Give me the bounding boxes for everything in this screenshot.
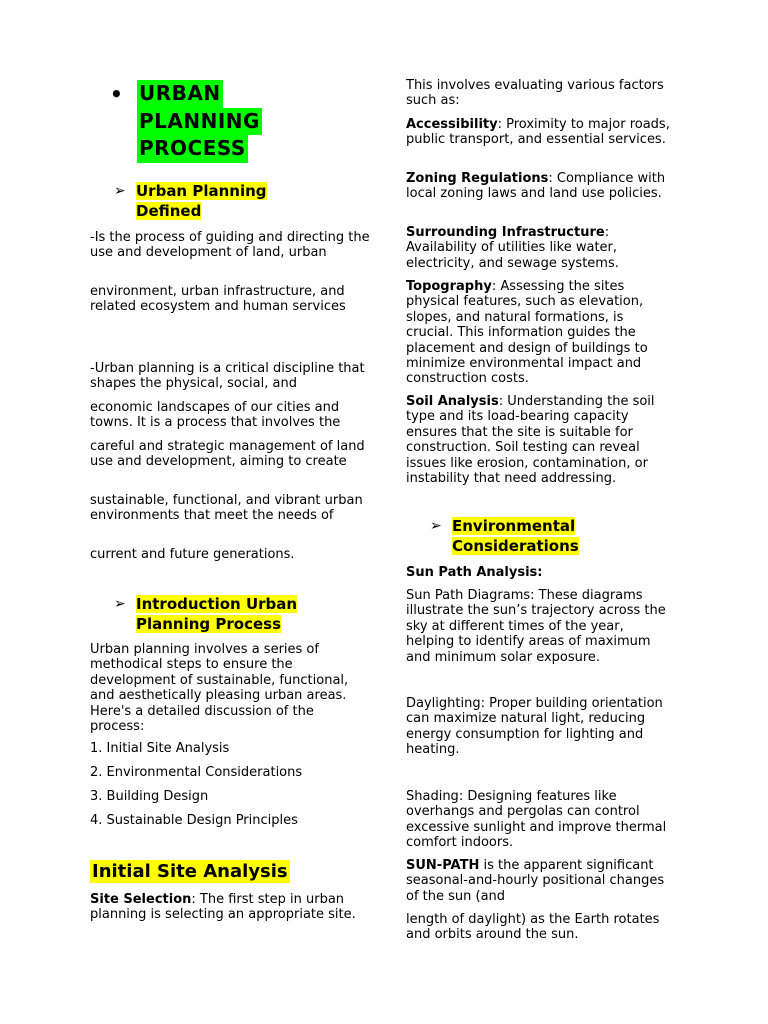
title-line-1: URBAN — [137, 80, 223, 108]
paragraph: careful and strategic management of land use and development, aiming to create — [90, 439, 365, 470]
paragraph-daylighting: Daylighting: Proper building orientation can maximize natural light, reducing energy consumption for lighting and heating. — [406, 696, 663, 758]
paragraph-shading: Shading: Designing features like overhangs and pergolas can control excessive sunlight and improve thermal comfort indoors. — [406, 789, 667, 851]
paragraph-topography: Topography: Assessing the sites physical features, such as elevation, slopes, and natural formations, is crucial. This information guides the placement and design of buildings to minimize environmental impact and construction costs. — [406, 279, 648, 387]
subheading-urban-planning-defined: ➢ Urban Planning Defined — [114, 182, 267, 220]
title-line-3: PROCESS — [137, 135, 248, 163]
list-item: 1. Initial Site Analysis — [90, 741, 230, 756]
paragraph-accessibility: Accessibility: Proximity to major roads, public transport, and essential services. — [406, 117, 670, 148]
paragraph: -Urban planning is a critical discipline that shapes the physical, social, and — [90, 361, 365, 392]
heading-initial-site-analysis: Initial Site Analysis — [92, 861, 288, 882]
arrow-bullet-icon: ➢ — [114, 596, 126, 612]
paragraph: current and future generations. — [90, 547, 295, 562]
paragraph-site-selection: Site Selection: The first step in urban planning is selecting an appropriate site. — [90, 892, 356, 923]
title-line-2: PLANNING — [137, 108, 262, 136]
paragraph: economic landscapes of our cities and towns. It is a process that involves the — [90, 400, 341, 431]
paragraph-zoning: Zoning Regulations: Compliance with local zoning laws and land use policies. — [406, 171, 666, 202]
subheading-environmental: ➢ Environmental Considerations — [430, 517, 579, 555]
paragraph: -Is the process of guiding and directing the use and development of land, urban — [90, 230, 370, 261]
list-item: 2. Environmental Considerations — [90, 765, 303, 780]
paragraph: Urban planning involves a series of methodical steps to ensure the development of sustainable, functional, and aesthetically pleasing urban areas. Here's a detailed discussion of the process: — [90, 642, 349, 735]
paragraph-daylight-length: length of daylight) as the Earth rotates and orbits around the sun. — [406, 912, 660, 943]
paragraph-infrastructure: Surrounding Infrastructure: Availability of utilities like water, electricity, and sewage systems. — [406, 225, 619, 271]
subheading-introduction: ➢ Introduction Urban Planning Process — [114, 595, 298, 633]
sun-path-heading: Sun Path Analysis: — [406, 565, 543, 580]
main-title — [137, 80, 262, 163]
list-item: 4. Sustainable Design Principles — [90, 813, 298, 828]
paragraph-soil-analysis: Soil Analysis: Understanding the soil type and its load-bearing capacity ensures that the site is suitable for construction. Soil testing can reveal issues like erosion, contamination, or instability that need addressing. — [406, 394, 655, 487]
arrow-bullet-icon: ➢ — [430, 518, 442, 534]
list-item: 3. Building Design — [90, 789, 209, 804]
bullet-icon: • — [110, 82, 123, 106]
paragraph-sun-path: SUN-PATH is the apparent significant seasonal-and-hourly positional changes of the sun (and — [406, 858, 665, 904]
arrow-bullet-icon: ➢ — [114, 183, 126, 199]
paragraph: environment, urban infrastructure, and related ecosystem and human services — [90, 284, 346, 315]
paragraph-intro: This involves evaluating various factors such as: — [406, 78, 664, 109]
paragraph: sustainable, functional, and vibrant urban environments that meet the needs of — [90, 493, 363, 524]
paragraph-sun-path-diagrams: Sun Path Diagrams: These diagrams illustrate the sun’s trajectory across the sky at different times of the year, helping to identify areas of maximum and minimum solar exposure. — [406, 588, 666, 665]
